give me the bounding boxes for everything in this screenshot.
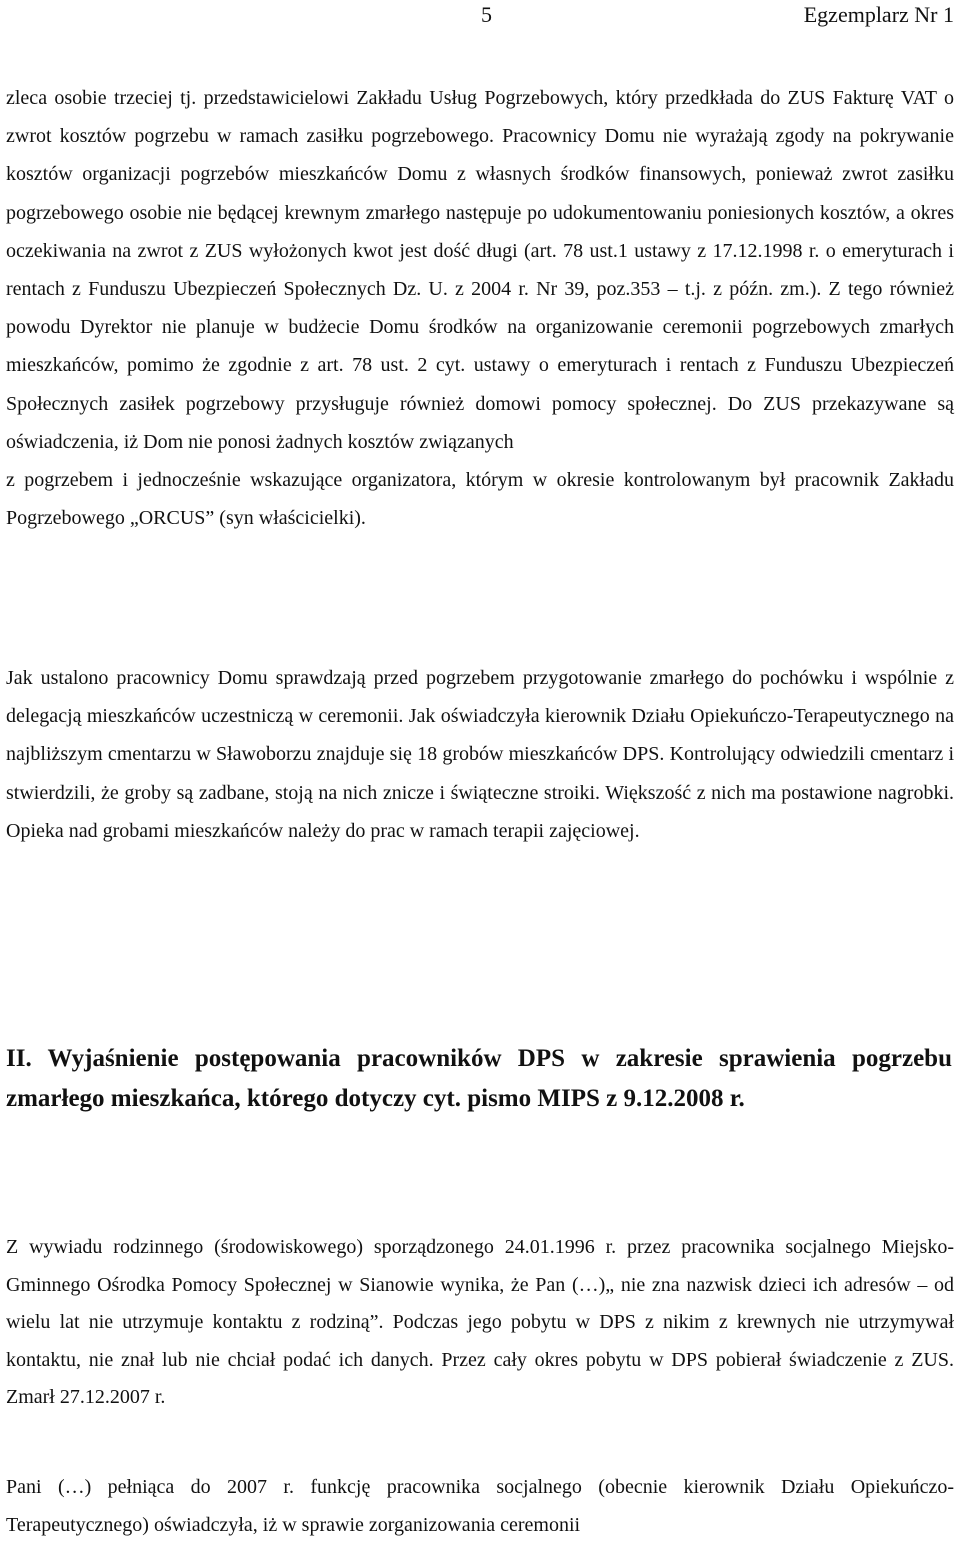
paragraph-text: Jak ustalono pracownicy Domu sprawdzają przed pogrzebem przygotowanie zmarłego do pochówku i wspólnie z delegacją mieszkańców uczestniczą w ceremonii. Jak oświadczyła kierownik Działu Opiekuńczo-Terapeutycznego na najbliższym cmentarzu w Sławoborzu znajduje się 18 grobów mieszkańców DPS. Kontrolujący odwiedzili cmentarz i stwierdzili, że groby są zadbane, stoją na nich znicze i świąteczne stroiki. Większość z nich ma postawione nagrobki. Opieka nad grobami mieszkańców należy do prac w ramach terapii zajęciowej.: [6, 667, 954, 842]
paragraph-social-worker: [6, 1469, 954, 1544]
paragraph-text: Pani (…) pełniąca do 2007 r. funkcję pracownika socjalnego (obecnie kierownik Działu Opiekuńczo-Terapeutycznego) oświadczyła, iż w sprawie zorganizowania ceremonii: [6, 1476, 954, 1536]
paragraph-cemetery: [6, 659, 954, 850]
paragraph-text: zleca osobie trzeciej tj. przedstawicielowi Zakładu Usług Pogrzebowych, który przedkłada do ZUS Fakturę VAT o zwrot kosztów pogrzebu w ramach zasiłku pogrzebowego. Pracownicy Domu nie wyrażają zgody na pokrywanie kosztów organizacji pogrzebów mieszkańców Domu z własnych środków finansowych, ponieważ zwrot zasiłku pogrzebowego osobie nie będącej krewnym zmarłego następuje po udokumentowaniu poniesionych kosztów, a okres oczekiwania na zwrot z ZUS wyłożonych kwot jest dość długi (art. 78 ust.1 ustawy z 17.12.1998 r. o emeryturach i rentach z Funduszu Ubezpieczeń Społecznych Dz. U. z 2004 r. Nr 39, poz.353 – t.j. z późn. zm.). Z tego również powodu Dyrektor nie planuje w budżecie Domu środków na organizowanie ceremonii pogrzebowych zmarłych mieszkańców, pomimo że zgodnie z art. 78 ust. 2 cyt. ustawy o emeryturach i rentach z Funduszu Ubezpieczeń Społecznych zasiłek pogrzebowy przysługuje również domowi pomocy społecznej. Do ZUS przekazywane są oświadczenia, iż Dom nie ponosi żadnych kosztów związanych: [6, 87, 954, 453]
page-header: [481, 1, 954, 29]
paragraph-family-interview: [6, 1229, 954, 1417]
paragraph-text-continued: z pogrzebem i jednocześnie wskazujące organizatora, którym w okresie kontrolowanym był pracownik Zakładu Pogrzebowego „ORCUS” (syn właścicielki).: [6, 469, 954, 530]
section-heading: II. Wyjaśnienie postępowania pracowników DPS w zakresie sprawienia pogrzebu zmarłego mieszkańca, którego dotyczy cyt. pismo MIPS z 9.12.2008 r.: [6, 1045, 952, 1112]
paragraph-funeral-costs: [6, 79, 954, 537]
paragraph-text: Z wywiadu rodzinnego (środowiskowego) sporządzonego 24.01.1996 r. przez pracownika socjalnego Miejsko-Gminnego Ośrodka Pomocy Społecznej w Sianowie wynika, że Pan (…)„ nie zna nazwisk dzieci ich adresów – od wielu lat nie utrzymuje kontaktu z rodziną”. Podczas jego pobytu w DPS z nikim z krewnych nie utrzymywał kontaktu, nie znał lub nie chciał podać ich danych. Przez cały okres pobytu w DPS pobierał świadczenie z ZUS. Zmarł 27.12.2007 r.: [6, 1236, 954, 1408]
copy-label: Egzemplarz Nr 1: [803, 2, 954, 27]
page-number: 5: [481, 2, 492, 27]
